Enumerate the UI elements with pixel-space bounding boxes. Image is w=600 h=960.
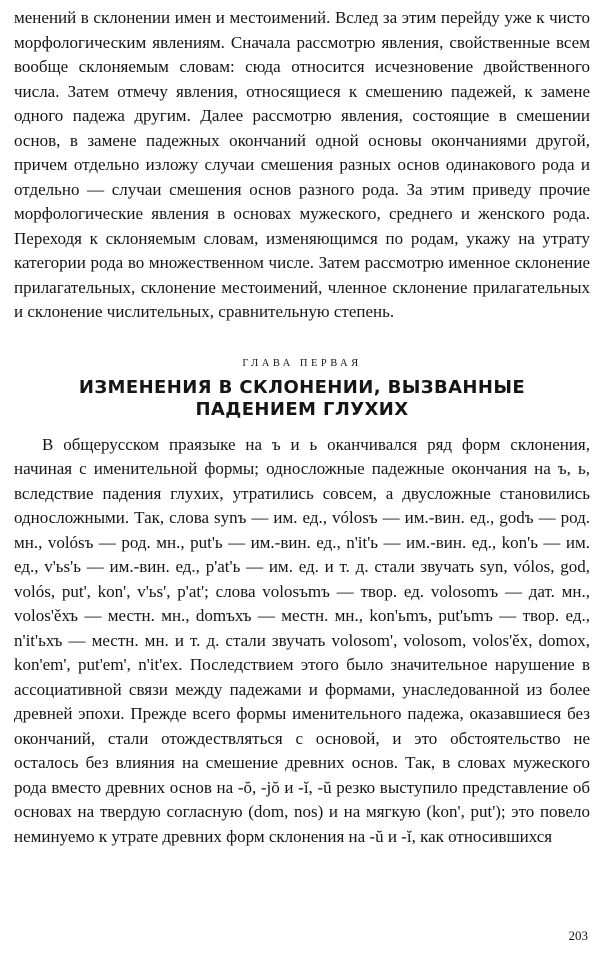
body-paragraph: В общерусском праязыке на ъ и ь оканчивался ряд форм склонения, начиная с именительной формы; односложные падежные окончания на ъ, ь, вследствие падения глухих, утратились совсем, а двусложные становились односложными. Так, слова synъ — им. ед., vólosъ — им.-вин. ед., godъ — род. мн., volósъ — род. мн., put'ь — им.-вин. ед., n'it'ь — им.-вин. ед., kon'ь — им. ед., v'ьs'ь — им.-вин. ед., p'at'ь — им. ед. и т. д. стали звучать syn, vólos, god, volós, put', kon', v'ьs', p'at'; слова volosъmъ — твор. ед. volosomъ — дат. мн., volos'ěхъ — местн. мн., domъхъ — местн. мн., kon'ьmъ, put'ьmъ — твор. ед., n'it'ьхъ — местн. мн. и т. д. стали звучать volosom', volosom, volos'ěx, domox, kon'em', put'em', n'it'ex. Последствием этого было значительное нарушение в ассоциативной связи между падежами и формами, унаследованной из более древней эпохи. Прежде всего формы именительного падежа, оказавшиеся без окончаний, стали отождествляться с основой, и это обстоятельство не осталось без влияния на смешение древних основ. Так, в словах мужеского рода вместо древних основ на -ŏ, -jŏ и -ĭ, -ŭ резко выступило представление об основах на твердую согласную (dom, nos) и на мягкую (kon', put'); это повело неминуемо к утрате древних форм склонения на -ŭ и -ĭ, как относившихся bbox=[14, 434, 590, 846]
intro-paragraph: менений в склонении имен и местоимений. Вслед за этим перейду уже к чисто морфологическим явлениям. Сначала рассмотрю явления, свойственные всем вообще склоняемым словам: сюда относится исчезновение двойственного числа. Затем отмечу явления, относящиеся к смешению падежей, к замене одного падежа другим. Далее рассмотрю явления, состоящие в смешении основ, в замене падежных окончаний одной основы окончаниями другой, причем отдельно изложу случаи смешения разных основ одинакового рода и отдельно — случаи смешения основ разного рода. За этим приведу прочие морфологические явления в основах мужеского, среднего и женского рода. Переходя к склоняемым словам, изменяющимся по родам, укажу на утрату категории рода во множественном числе. Затем рассмотрю именное склонение прилагательных, склонение местоимений, членное склонение прилагательных и склонение числительных, сравнительную степень. bbox=[14, 8, 590, 321]
page-number: 203 bbox=[568, 928, 588, 943]
chapter-title bbox=[14, 377, 590, 421]
page-content bbox=[14, 6, 590, 849]
chapter-title-line-1: ИЗМЕНЕНИЯ В СКЛОНЕНИИ, ВЫЗВАННЫЕ bbox=[78, 376, 526, 398]
chapter-label: ГЛАВА ПЕРВАЯ bbox=[242, 357, 362, 369]
chapter-title-line-2: ПАДЕНИЕМ ГЛУХИХ bbox=[195, 398, 409, 420]
